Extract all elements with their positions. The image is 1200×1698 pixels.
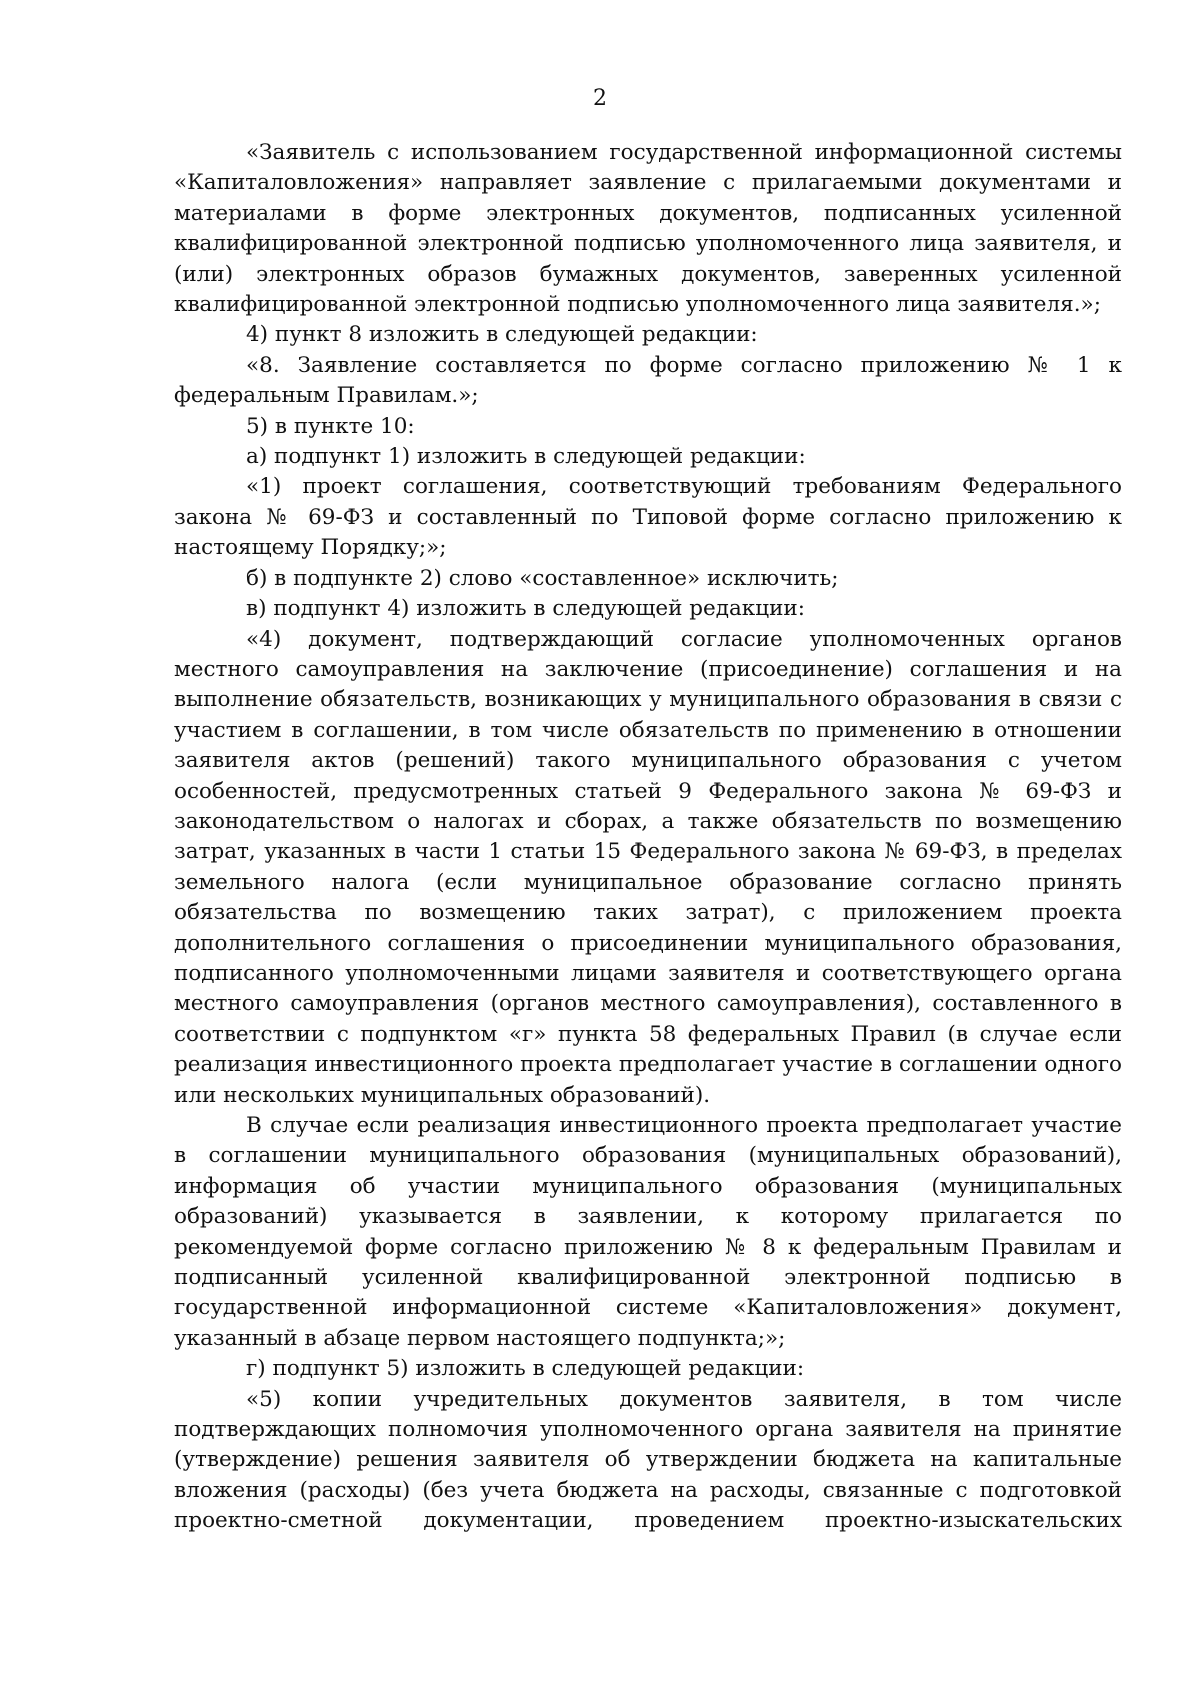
paragraph-subitem-b: б) в подпункте 2) слово «составленное» исключить; bbox=[246, 565, 839, 591]
paragraph-subitem-g-text: «5) копии учредительных документов заявителя, в том числе подтверждающих полномочия уполномоченного органа заявителя на принятие (утверждение) решения заявителя об утверждении бюджета на капитальные вложения (расходы) (без учета бюджета на расходы, связанные с подготовкой проектно-сметной документации, проведением проектно-изыскательских bbox=[174, 1386, 1122, 1534]
paragraph-subitem-g: г) подпункт 5) изложить в следующей редакции: bbox=[246, 1356, 805, 1382]
paragraph-item-8-text: «8. Заявление составляется по форме согласно приложению № 1 к федеральным Правилам.»; bbox=[174, 352, 1122, 409]
paragraph-municipal-participation: В случае если реализация инвестиционного проекта предполагает участие в соглашении муниципального образования (муниципальных образований), информация об участии муниципального образования (муниципальных образований) указывается в заявлении, к которому прилагается по рекомендуемой форме согласно приложению № 8 к федеральным Правилам и подписанный усиленной квалифицированной электронной подписью в государственной информационной системе «Капиталовложения» документ, указанный в абзаце первом настоящего подпункта;»; bbox=[174, 1113, 1122, 1351]
paragraph-subitem-a-text: «1) проект соглашения, соответствующий требованиям Федерального закона № 69-ФЗ и составленный по Типовой форме согласно приложению к настоящему Порядку;»; bbox=[174, 474, 1122, 561]
paragraph-item-5: 5) в пункте 10: bbox=[246, 413, 415, 439]
page-number: 2 bbox=[593, 86, 607, 111]
paragraph-item-4: 4) пункт 8 изложить в следующей редакции: bbox=[246, 322, 758, 348]
paragraph-subitem-v: в) подпункт 4) изложить в следующей редакции: bbox=[246, 596, 805, 622]
paragraph-subitem-v-text: «4) документ, подтверждающий согласие уполномоченных органов местного самоуправления на заключение (присоединение) соглашения и на выполнение обязательств, возникающих у муниципального образования в связи с участием в соглашении, в том числе обязательств по применению в отношении заявителя актов (решений) такого муниципального образования с учетом особенностей, предусмотренных статьей 9 Федерального закона № 69-ФЗ и законодательством о налогах и сборах, а также обязательств по возмещению затрат, указанных в части 1 статьи 15 Федерального закона № 69-ФЗ, в пределах земельного налога (если муниципальное образование согласно принять обязательства по возмещению таких затрат), с приложением проекта дополнительного соглашения о присоединении муниципального образования, подписанного уполномоченными лицами заявителя и соответствующего органа местного самоуправления (органов местного самоуправления), составленного в соответствии с подпунктом «г» пункта 58 федеральных Правил (в случае если реализация инвестиционного проекта предполагает участие в соглашении одного или нескольких муниципальных образований). bbox=[174, 626, 1122, 1108]
document-body bbox=[174, 138, 1122, 1537]
paragraph-subitem-a: а) подпункт 1) изложить в следующей редакции: bbox=[246, 444, 806, 470]
paragraph-applicant-submission: «Заявитель с использованием государственной информационной системы «Капиталовложения» направляет заявление с прилагаемыми документами и материалами в форме электронных документов, подписанных усиленной квалифицированной электронной подписью уполномоченного лица заявителя, и (или) электронных образов бумажных документов, заверенных усиленной квалифицированной электронной подписью уполномоченного лица заявителя.»; bbox=[174, 140, 1122, 318]
